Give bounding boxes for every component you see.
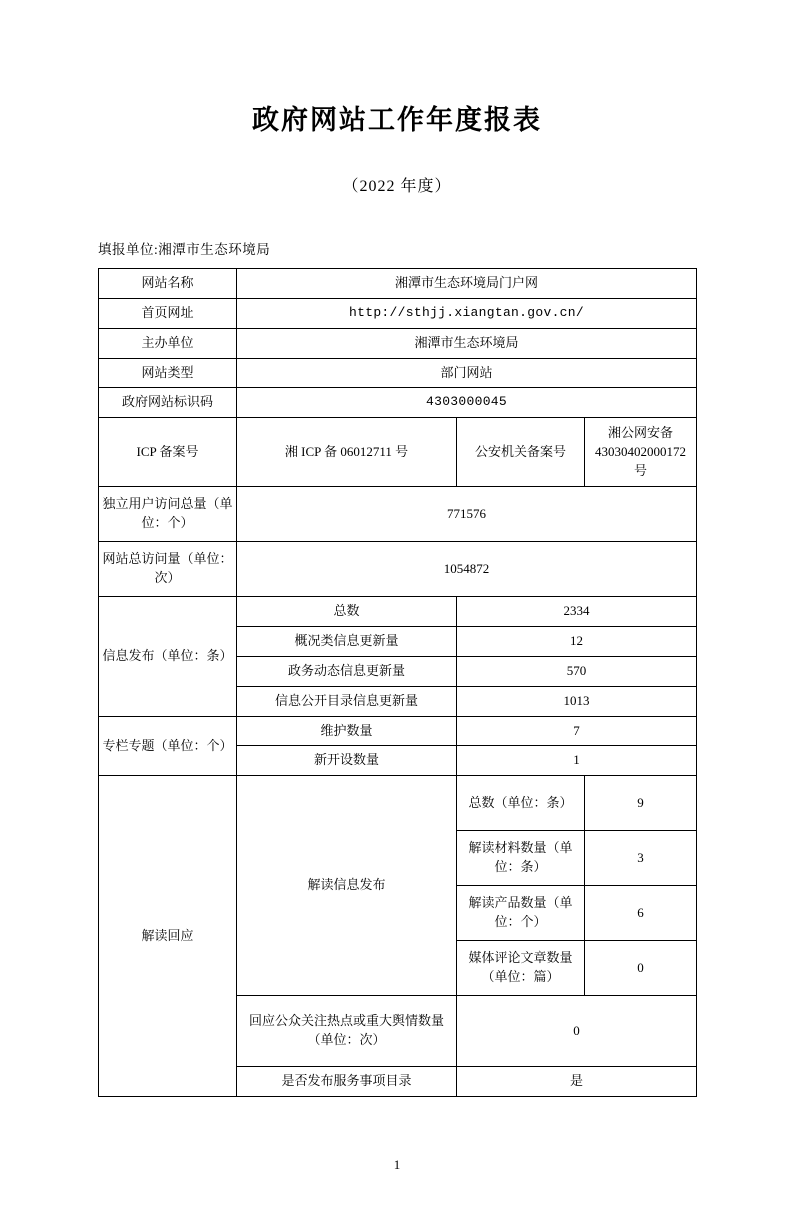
table-row <box>99 776 697 831</box>
filler-unit: 填报单位:湘潭市生态环境局 <box>98 242 271 257</box>
unique-visitors-value: 771576 <box>237 487 697 542</box>
table-row <box>99 418 697 487</box>
interpretation-item-name: 解读材料数量（单位：条） <box>457 831 585 886</box>
police-record-label: 公安机关备案号 <box>457 418 585 487</box>
info-publish-item-name: 总数 <box>237 597 457 627</box>
column-topic-item-value: 1 <box>457 746 697 776</box>
icp-value: 湘 ICP 备 06012711 号 <box>237 418 457 487</box>
info-publish-item-name: 信息公开目录信息更新量 <box>237 686 457 716</box>
info-publish-label: 信息发布（单位：条） <box>99 597 237 716</box>
info-publish-item-value: 2334 <box>457 597 697 627</box>
info-publish-item-value: 1013 <box>457 686 697 716</box>
police-record-value: 湘公网安备 43030402000172 号 <box>585 418 697 487</box>
unique-visitors-label: 独立用户访问总量（单位：个） <box>99 487 237 542</box>
table-row <box>99 269 697 299</box>
page-number: 1 <box>393 1157 401 1172</box>
interpretation-item-name: 解读产品数量（单位：个） <box>457 886 585 941</box>
column-topic-item-name: 新开设数量 <box>237 746 457 776</box>
column-topic-label: 专栏专题（单位：个） <box>99 716 237 776</box>
interpretation-item-value: 0 <box>585 941 697 996</box>
annual-report-table <box>98 268 697 1097</box>
total-visits-label: 网站总访问量（单位：次） <box>99 542 237 597</box>
site-type-value: 部门网站 <box>237 358 697 388</box>
site-type-label: 网站类型 <box>99 358 237 388</box>
table-row <box>99 328 697 358</box>
interpretation-item-value: 9 <box>585 776 697 831</box>
column-topic-item-name: 维护数量 <box>237 716 457 746</box>
info-publish-item-value: 570 <box>457 656 697 686</box>
interpretation-item-name: 总数（单位：条） <box>457 776 585 831</box>
interpretation-publish-label: 解读信息发布 <box>237 776 457 996</box>
response-hotspot-label: 回应公众关注热点或重大舆情数量（单位：次） <box>237 996 457 1067</box>
interpretation-item-value: 3 <box>585 831 697 886</box>
gov-site-id-value: 4303000045 <box>237 388 697 418</box>
host-unit-label: 主办单位 <box>99 328 237 358</box>
interpretation-item-value: 6 <box>585 886 697 941</box>
table-row <box>99 716 697 746</box>
column-topic-item-value: 7 <box>457 716 697 746</box>
table-row <box>99 298 697 328</box>
home-url-label: 首页网址 <box>99 298 237 328</box>
table-row <box>99 542 697 597</box>
table-row <box>99 358 697 388</box>
info-publish-item-name: 政务动态信息更新量 <box>237 656 457 686</box>
interpretation-item-name: 媒体评论文章数量（单位：篇） <box>457 941 585 996</box>
icp-label: ICP 备案号 <box>99 418 237 487</box>
service-catalog-label: 是否发布服务事项目录 <box>237 1067 457 1097</box>
info-publish-item-name: 概况类信息更新量 <box>237 627 457 657</box>
info-publish-item-value: 12 <box>457 627 697 657</box>
interpretation-label: 解读回应 <box>99 776 237 1097</box>
site-name-value: 湘潭市生态环境局门户网 <box>237 269 697 299</box>
page-subtitle: （2022 年度） <box>342 178 452 195</box>
document-page <box>0 98 794 1221</box>
page-title: 政府网站工作年度报表 <box>252 105 542 136</box>
service-catalog-value: 是 <box>457 1067 697 1097</box>
gov-site-id-label: 政府网站标识码 <box>99 388 237 418</box>
total-visits-value: 1054872 <box>237 542 697 597</box>
site-name-label: 网站名称 <box>99 269 237 299</box>
host-unit-value: 湘潭市生态环境局 <box>237 328 697 358</box>
response-hotspot-value: 0 <box>457 996 697 1067</box>
home-url-value: http://sthjj.xiangtan.gov.cn/ <box>237 298 697 328</box>
table-row <box>99 597 697 627</box>
table-row <box>99 388 697 418</box>
table-row <box>99 487 697 542</box>
